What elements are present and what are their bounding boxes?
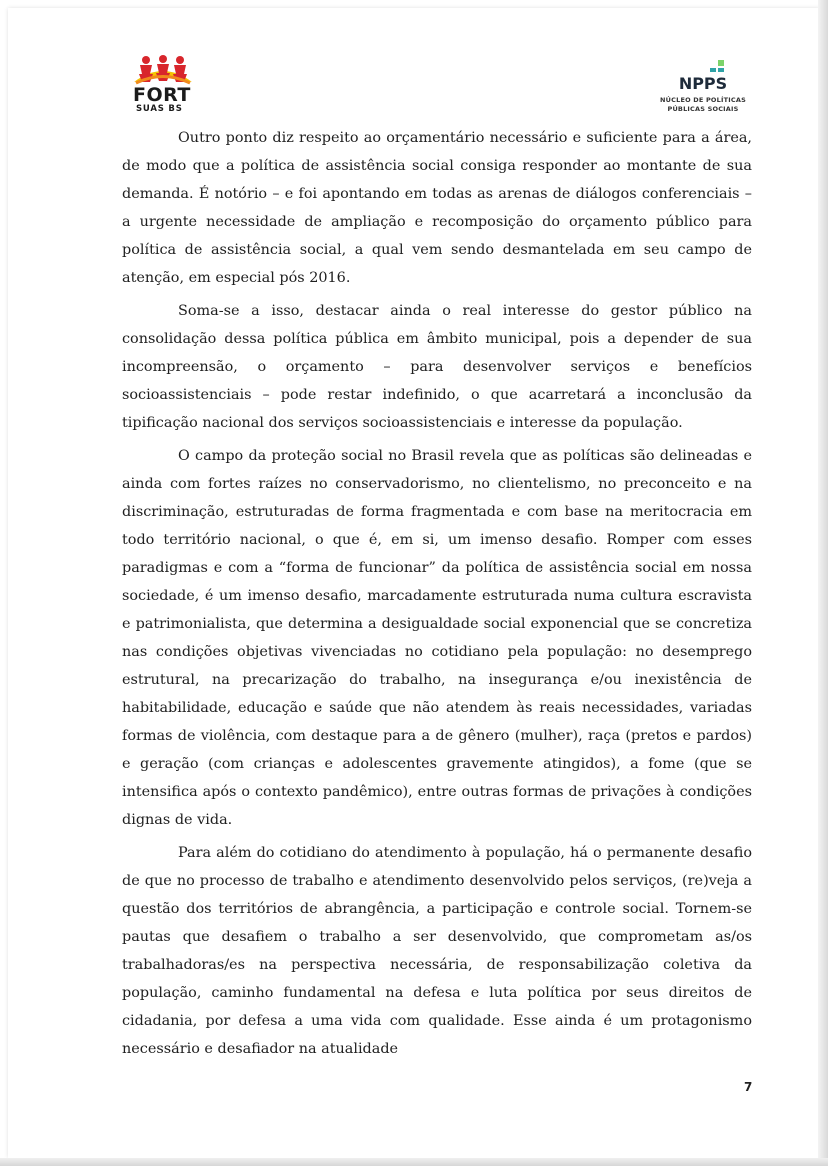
paragraph-4: Para além do cotidiano do atendimento à população, há o permanente desafio de que no processo de trabalho e atendimento desenvolvido pelos serviços, (re)veja a questão dos territórios de abrangência, a participação e controle social. Tornem-se pautas que desafiem o trabalho a ser desenvolvido, que comprometam as/os trabalhadoras/es na perspectiva necessária, de responsabilização coletiva da população, caminho fundamental na defesa e luta política por seus direitos de cidadania, por defesa a uma vida com qualidade. Esse ainda é um protagonismo necessário e desafiador na atualidade bbox=[122, 839, 752, 1063]
fort-logo-subtitle: SUAS BS bbox=[136, 104, 183, 114]
npps-mark-icon bbox=[710, 60, 732, 74]
page-edge-right bbox=[818, 0, 828, 1166]
document-body bbox=[122, 124, 752, 1068]
paragraph-1: Outro ponto diz respeito ao orçamentário necessário e suficiente para a área, de modo que a política de assistência social consiga responder ao montante de sua demanda. É notório – e foi apontando em todas as arenas de diálogos conferenciais – a urgente necessidade de ampliação e recomposição do orçamento público para política de assistência social, a qual vem sendo desmantelada em seu campo de atenção, em especial pós 2016. bbox=[122, 124, 752, 292]
npps-logo-line1: NÚCLEO DE POLÍTICAS bbox=[648, 96, 752, 104]
npps-logo-line2: PÚBLICAS SOCIAIS bbox=[648, 105, 752, 113]
paragraph-3: O campo da proteção social no Brasil revela que as políticas são delineadas e ainda com fortes raízes no conservadorismo, no clientelismo, no preconceito e na discriminação, estruturadas de forma fragmentada e com base na meritocracia em todo território nacional, o que é, em si, um imenso desafio. Romper com esses paradigmas e com a “forma de funcionar” da política de assistência social em nossa sociedade, é um imenso desafio, marcadamente estruturada numa cultura escravista e patrimonialista, que determina a desigualdade social exponencial que se concretiza nas condições objetivas vivenciadas no cotidiano pela população: no desemprego estrutural, na precarização do trabalho, na insegurança e/ou inexistência de habitabilidade, educação e saúde que não atendem às reais necessidades, variadas formas de violência, com destaque para a de gênero (mulher), raça (pretos e pardos) e geração (com crianças e adolescentes gravemente atingidos), a fome (que se intensifica após o contexto pandêmico), entre outras formas de privações à condições dignas de vida. bbox=[122, 442, 752, 834]
npps-logo bbox=[648, 58, 752, 118]
paragraph-2: Soma-se a isso, destacar ainda o real interesse do gestor público na consolidação dessa política pública em âmbito municipal, pois a depender de sua incompreensão, o orçamento – para desenvolver serviços e benefícios socioassistenciais – pode restar indefinido, o que acarretará a inconclusão da tipificação nacional dos serviços socioassistenciais e interesse da população. bbox=[122, 297, 752, 437]
document-page bbox=[8, 8, 820, 1158]
fort-logo-text: FORT bbox=[133, 86, 191, 104]
page-number: 7 bbox=[744, 1080, 752, 1094]
page-edge-bottom bbox=[0, 1158, 828, 1166]
npps-logo-title: NPPS bbox=[648, 74, 752, 93]
fort-suas-logo bbox=[126, 52, 200, 118]
